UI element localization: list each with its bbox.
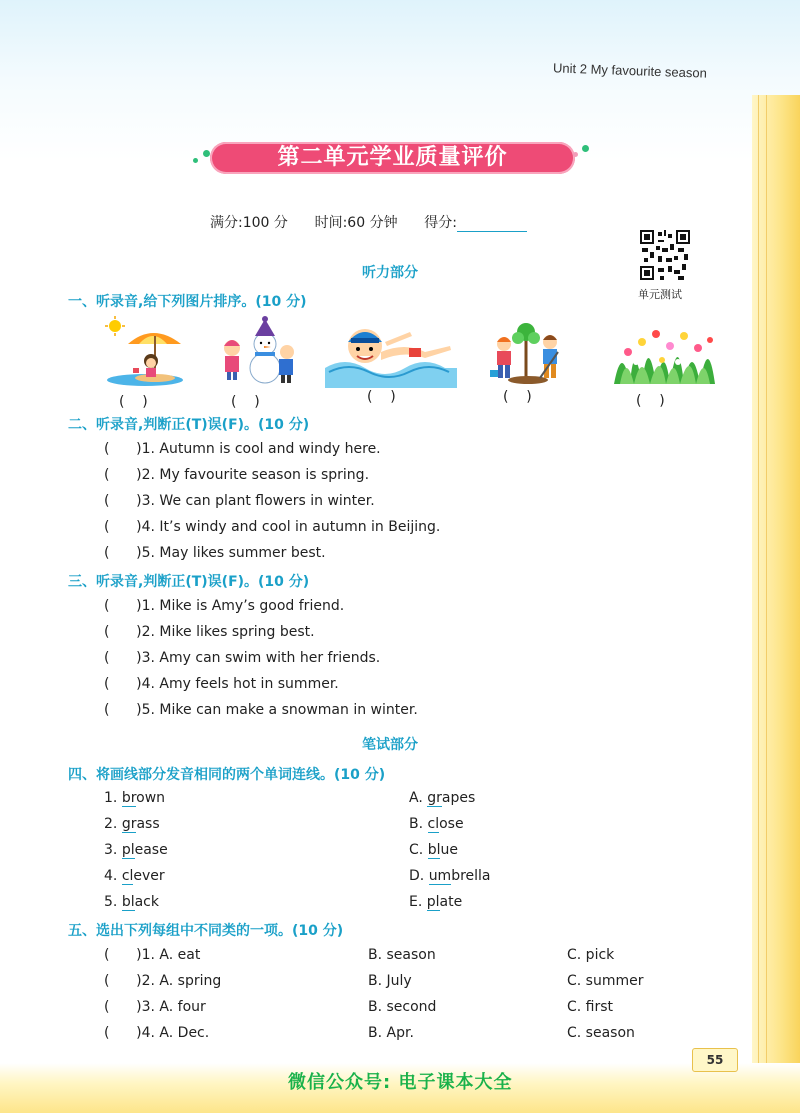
spring-flowers-picture bbox=[612, 322, 717, 384]
page-title-banner: 第二单元学业质量评价 bbox=[210, 142, 575, 174]
item-letter: B. bbox=[409, 816, 428, 832]
match-left-item[interactable] bbox=[104, 868, 165, 884]
item-word: grass bbox=[121, 816, 160, 832]
choice-stem: ( )4. A. Dec. bbox=[104, 1025, 210, 1041]
question-5-heading: 五、选出下列每组中不同类的一项。(10 分) bbox=[68, 923, 344, 939]
qr-code-icon[interactable] bbox=[640, 230, 690, 280]
item-letter: E. bbox=[409, 894, 427, 910]
choice-option-c: C. season bbox=[567, 1025, 635, 1041]
item-word: blue bbox=[427, 842, 458, 858]
match-right-item[interactable] bbox=[409, 868, 491, 884]
choice-option-c: C. first bbox=[567, 999, 614, 1015]
banner-dot bbox=[203, 150, 210, 157]
full-score: 满分:100 分 bbox=[210, 215, 288, 231]
beach-umbrella-picture bbox=[103, 316, 188, 388]
item-number: 1. bbox=[104, 790, 122, 806]
question-item: ( )3. We can plant flowers in winter. bbox=[104, 493, 375, 509]
question-item: ( )5. Mike can make a snowman in winter. bbox=[104, 702, 418, 718]
choice-option-b: B. season bbox=[368, 947, 436, 963]
item-word: please bbox=[121, 842, 168, 858]
question-item: ( )4. Amy feels hot in summer. bbox=[104, 676, 339, 692]
match-left-item[interactable] bbox=[104, 790, 165, 806]
swimming-boy-picture bbox=[325, 320, 457, 388]
question-4-heading: 四、将画线部分发音相同的两个单词连线。(10 分) bbox=[68, 767, 386, 783]
question-item: ( )2. My favourite season is spring. bbox=[104, 467, 370, 483]
match-left-item[interactable] bbox=[104, 816, 160, 832]
match-left-item[interactable] bbox=[104, 842, 168, 858]
match-right-item[interactable] bbox=[409, 894, 462, 910]
choice-stem: ( )3. A. four bbox=[104, 999, 206, 1015]
item-number: 5. bbox=[104, 894, 122, 910]
banner-dot bbox=[582, 145, 589, 152]
choice-option-b: B. July bbox=[368, 973, 412, 989]
choice-stem: ( )2. A. spring bbox=[104, 973, 222, 989]
answer-blank[interactable]: ( ) bbox=[503, 389, 532, 405]
question-2-heading: 二、听录音,判断正(T)误(F)。(10 分) bbox=[68, 417, 310, 433]
item-word: plate bbox=[426, 894, 463, 910]
choice-stem: ( )1. A. eat bbox=[104, 947, 201, 963]
choice-option-b: B. Apr. bbox=[368, 1025, 414, 1041]
item-word: brown bbox=[121, 790, 166, 806]
planting-trees-picture bbox=[488, 318, 568, 388]
listening-section-title: 听力部分 bbox=[362, 265, 418, 281]
item-word: black bbox=[121, 894, 159, 910]
item-letter: C. bbox=[409, 842, 428, 858]
item-letter: A. bbox=[409, 790, 428, 806]
book-page-edge bbox=[752, 95, 800, 1113]
page-number: 55 bbox=[692, 1048, 738, 1072]
question-item: ( )1. Mike is Amy’s good friend. bbox=[104, 598, 345, 614]
question-item: ( )3. Amy can swim with her friends. bbox=[104, 650, 381, 666]
snowman-picture bbox=[215, 316, 295, 388]
score-line bbox=[210, 212, 527, 232]
item-word: clever bbox=[121, 868, 165, 884]
question-item: ( )4. It’s windy and cool in autumn in Beijing. bbox=[104, 519, 441, 535]
match-right-item[interactable] bbox=[409, 790, 475, 806]
answer-blank[interactable]: ( ) bbox=[119, 394, 148, 410]
question-item: ( )2. Mike likes spring best. bbox=[104, 624, 315, 640]
answer-blank[interactable]: ( ) bbox=[367, 389, 396, 405]
item-word: close bbox=[427, 816, 464, 832]
answer-blank[interactable]: ( ) bbox=[231, 394, 260, 410]
choice-option-b: B. second bbox=[368, 999, 437, 1015]
question-3-heading: 三、听录音,判断正(T)误(F)。(10 分) bbox=[68, 574, 310, 590]
match-right-item[interactable] bbox=[409, 816, 464, 832]
time-limit: 时间:60 分钟 bbox=[314, 215, 398, 231]
item-number: 2. bbox=[104, 816, 122, 832]
banner-dot bbox=[573, 152, 578, 157]
score-label: 得分: bbox=[424, 215, 457, 231]
choice-option-c: C. pick bbox=[567, 947, 615, 963]
banner-dot bbox=[193, 158, 198, 163]
match-right-item[interactable] bbox=[409, 842, 458, 858]
item-word: grapes bbox=[427, 790, 476, 806]
answer-blank[interactable]: ( ) bbox=[636, 393, 665, 409]
item-number: 3. bbox=[104, 842, 122, 858]
choice-option-c: C. summer bbox=[567, 973, 644, 989]
question-1-heading: 一、听录音,给下列图片排序。(10 分) bbox=[68, 294, 307, 310]
item-number: 4. bbox=[104, 868, 122, 884]
unit-header: Unit 2 My favourite season bbox=[552, 60, 708, 81]
writing-section-title: 笔试部分 bbox=[362, 737, 418, 753]
qr-label: 单元测试 bbox=[638, 288, 682, 301]
question-item: ( )1. Autumn is cool and windy here. bbox=[104, 441, 381, 457]
watermark-text: 微信公众号: 电子课本大全 bbox=[288, 1072, 513, 1093]
question-item: ( )5. May likes summer best. bbox=[104, 545, 326, 561]
item-word: umbrella bbox=[428, 868, 491, 884]
item-letter: D. bbox=[409, 868, 429, 884]
score-blank[interactable] bbox=[457, 217, 527, 232]
match-left-item[interactable] bbox=[104, 894, 159, 910]
